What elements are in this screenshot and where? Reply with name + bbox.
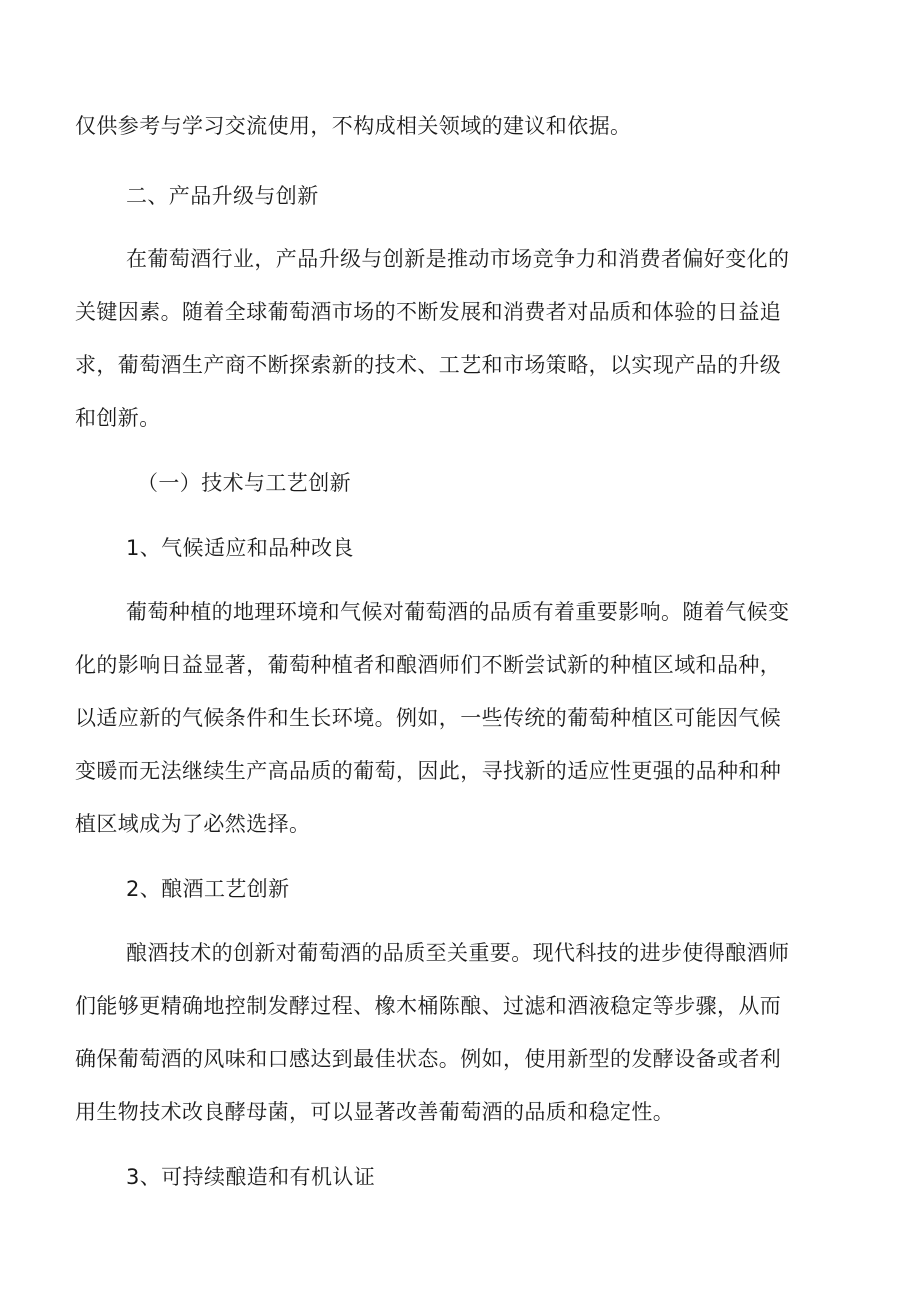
subsection-heading: （一）技术与工艺创新 bbox=[137, 471, 351, 495]
paragraph-line: 用生物技术改良酵母菌，可以显著改善葡萄酒的品质和稳定性。 bbox=[75, 1100, 675, 1124]
item-heading: 1、气候适应和品种改良 bbox=[126, 536, 354, 560]
paragraph-line: 在葡萄酒行业，产品升级与创新是推动市场竞争力和消费者偏好变化的 bbox=[126, 247, 790, 271]
item-heading: 2、酿酒工艺创新 bbox=[126, 877, 290, 901]
paragraph-line: 葡萄种植的地理环境和气候对葡萄酒的品质有着重要影响。随着气候变 bbox=[126, 600, 790, 624]
paragraph-line: 们能够更精确地控制发酵过程、橡木桶陈酿、过滤和酒液稳定等步骤，从而 bbox=[75, 994, 782, 1018]
paragraph-line: 变暖而无法继续生产高品质的葡萄，因此，寻找新的适应性更强的品种和种 bbox=[75, 759, 782, 783]
paragraph-line: 以适应新的气候条件和生长环境。例如，一些传统的葡萄种植区可能因气候 bbox=[75, 706, 782, 730]
paragraph-line: 酿酒技术的创新对葡萄酒的品质至关重要。现代科技的进步使得酿酒师 bbox=[126, 941, 790, 965]
paragraph-line: 关键因素。随着全球葡萄酒市场的不断发展和消费者对品质和体验的日益追 bbox=[75, 300, 782, 324]
text-line: 仅供参考与学习交流使用，不构成相关领域的建议和依据。 bbox=[75, 114, 632, 138]
paragraph-line: 植区域成为了必然选择。 bbox=[75, 812, 311, 836]
paragraph-line: 和创新。 bbox=[75, 406, 161, 430]
paragraph-line: 求，葡萄酒生产商不断探索新的技术、工艺和市场策略，以实现产品的升级 bbox=[75, 353, 782, 377]
section-heading: 二、产品升级与创新 bbox=[126, 184, 319, 208]
item-heading: 3、可持续酿造和有机认证 bbox=[126, 1165, 376, 1189]
paragraph-line: 化的影响日益显著，葡萄种植者和酿酒师们不断尝试新的种植区域和品种， bbox=[75, 653, 782, 677]
paragraph-line: 确保葡萄酒的风味和口感达到最佳状态。例如，使用新型的发酵设备或者利 bbox=[75, 1047, 782, 1071]
